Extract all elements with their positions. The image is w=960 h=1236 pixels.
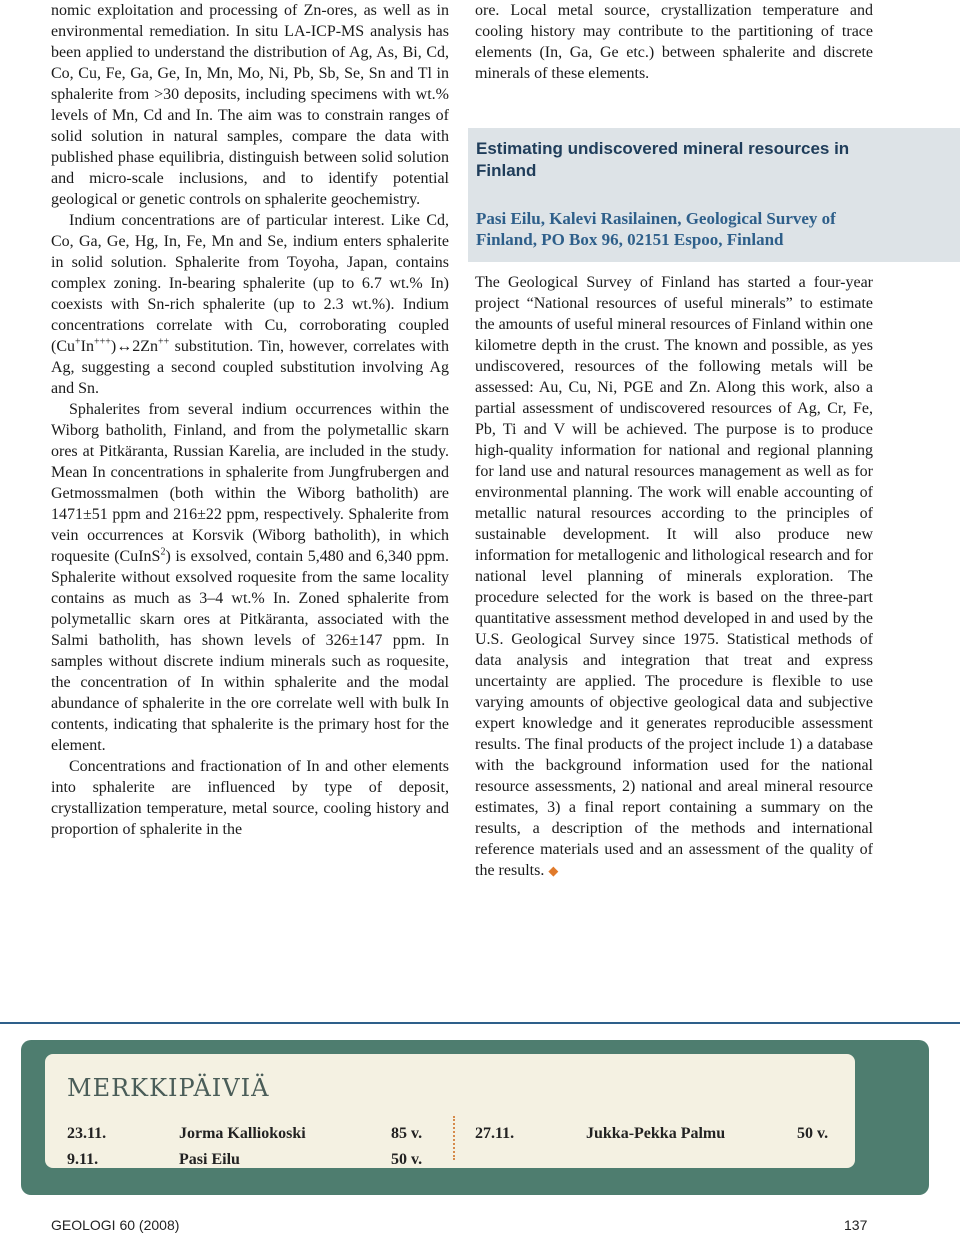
entry-name: Pasi Eilu xyxy=(179,1151,240,1168)
entry-date: 27.11. xyxy=(475,1125,515,1142)
merkkipaivia-box xyxy=(21,1040,929,1195)
entry-date: 23.11. xyxy=(67,1125,107,1142)
paragraph xyxy=(51,399,449,756)
paragraph: Concentrations and fractionation of In and other elements into sphalerite are influenced by type of deposit, crystallization temperature, metal source, cooling history and proportion of sphalerite in the xyxy=(51,758,449,838)
merkkipaivia-panel xyxy=(45,1054,855,1168)
superscript: + xyxy=(75,336,81,348)
entry-name: Jukka-Pekka Palmu xyxy=(586,1125,726,1142)
text-run: substitution. Tin, however, correlates with Ag, suggesting a second coupled substitution involving Ag and Sn. xyxy=(51,338,449,397)
merkkipaivia-title: MERKKIPÄIVIÄ xyxy=(67,1074,270,1102)
article-body xyxy=(475,272,873,881)
entry-age: 85 v. xyxy=(391,1125,423,1142)
text-run: The Geological Survey of Finland has started a four-year project “National resources of useful minerals” to estimate the amounts of useful mineral resources of Finland within one kilometre depth in the crust. The known and possible, as yes undiscovered, resources of the following metals will be assessed: Au, Cu, Ni, PGE and Zn. Along this work, also a partial assessment of undiscovered resources of Ag, Cr, Fe, Pb, Ti and V will be achieved. The purpose is to produce high-quality information for national and regional planning for land use and natural resources management as well as for environmental planning. The work will enable accounting of metallic natural resources according to the principles of sustainable development. It will also produce new information for metallogenic and lithological research and for national level planning of minerals exploration. The procedure selected for the work is based on the three-part quantitative assessment method developed in and used by the U.S. Geological Survey since 1975. Statistical methods of data analysis and integration that treat and express uncertainty are applied. The procedure is flexible to use varying amounts of objective geological data and subjective expert knowledge and it generates reproducible assessment results. The final products of the project include 1) a database with the background information used for the national resource assessments, 2) national and areal mineral resource estimates, 3) a final report containing a summary on the results, a description of the methods and international reference materials used and an assessment of the quality of the results. xyxy=(475,274,873,879)
entry-age: 50 v. xyxy=(797,1125,829,1142)
text-run: ) is exsolved, contain 5,480 and 6,340 ppm. Sphalerite without exsolved roquesite from the same locality contains as much as 3–4 wt.% In. Zoned sphalerite from polymetallic skarn ores at Pitkäranta, associated with the Salmi batholith, has shown levels of 326±147 ppm. In samples without discrete indium minerals such as roquesite, the concentration of In within sphalerite and the modal abundance of sphalerite in the ore correlate well with bulk In contents, indicating that sphalerite is the primary host for the element. xyxy=(51,548,450,754)
entry-name: Jorma Kalliokoski xyxy=(179,1125,306,1142)
text-run: )↔2Zn xyxy=(110,338,158,355)
paragraph xyxy=(475,272,873,881)
paragraph: nomic exploitation and processing of Zn-ores, as well as in environmental remediation. In situ LA-ICP-MS analysis has been applied to understand the distribution of Ag, As, Bi, Cd, Co, Cu, Fe, Ga, Ge, In, Mn, Mo, Ni, Pb, Sb, Se, Sn and Tl in sphalerite from >30 deposits, including specimens with wt.% levels of Mn, Cd and In. The aim was to constrain ranges of solid solution in natural samples, compare the data with published phase equilibria, distinguish between solid solution and micro-scale inclusions, and to identify potential geological or genetic controls on sphalerite geochemistry. xyxy=(51,2,449,208)
text-run: Indium concentrations are of particular interest. Like Cd, Co, Ga, Ge, Hg, In, Fe, Mn and Se, indium enters sphalerite in solid solution. Sphalerite from Toyoha, Japan, contains complex zoning. In-bearing sphalerite (up to 6.7 wt.% In) coexists with Sn-rich sphalerite (up to 2.3 wt.%). Indium concentrations correlate with Cu, corroborating coupled (Cu xyxy=(51,212,449,355)
paragraph: ore. Local metal source, crystallization temperature and cooling history may contribute to the partitioning of trace elements (In, Ga, Ge etc.) between sphalerite and discrete minerals of these elements. xyxy=(475,2,873,82)
left-column xyxy=(51,0,449,840)
footer-journal: GEOLOGI 60 (2008) xyxy=(51,1217,180,1233)
article-heading: Estimating undiscovered mineral resources in Finland xyxy=(476,139,850,180)
article-header-box xyxy=(468,128,960,262)
entry-age: 50 v. xyxy=(391,1151,423,1168)
article-authors: Pasi Eilu, Kalevi Rasilainen, Geological Survey of Finland, PO Box 96, 02151 Espoo, Finland xyxy=(476,209,836,249)
divider xyxy=(0,1022,960,1024)
text-run: In xyxy=(80,338,94,355)
right-column-top xyxy=(475,0,873,84)
end-mark-icon: ◆ xyxy=(548,863,559,878)
superscript: +++ xyxy=(93,336,111,348)
paragraph xyxy=(51,210,449,399)
dotted-separator xyxy=(453,1116,455,1160)
entry-date: 9.11. xyxy=(67,1151,99,1168)
superscript: 2 xyxy=(160,546,166,558)
superscript: ++ xyxy=(158,336,170,348)
text-run: Sphalerites from several indium occurrences within the Wiborg batholith, Finland, and from the polymetallic skarn ores at Pitkäranta, Russian Karelia, are included in the study. Mean In concentrations in sphalerite from Jungfrubergen and Getmossmalmen (both within the Wiborg batholith) are 1471±51 ppm and 216±22 ppm, respectively. Sphalerite from vein occurrences at Korsvik (Wiborg batholith), in which roquesite (CuInS xyxy=(51,401,449,565)
footer-page-number: 137 xyxy=(844,1217,868,1233)
